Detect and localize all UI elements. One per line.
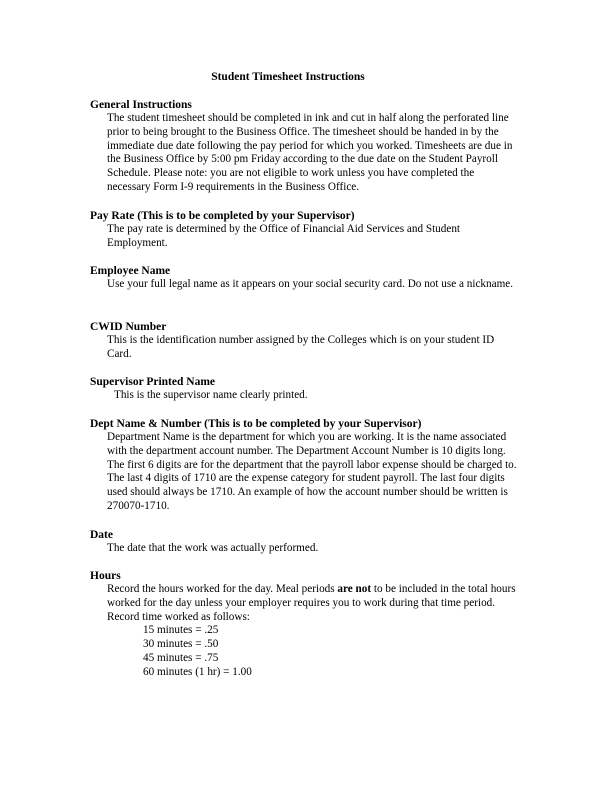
section-heading: Supervisor Printed Name bbox=[90, 376, 216, 388]
section-heading: General Instructions bbox=[90, 99, 192, 111]
section-heading: Hours bbox=[90, 570, 121, 582]
section-dept-name-number bbox=[90, 417, 520, 514]
section-body: Use your full legal name as it appears on your social security card. Do not use a nickname. bbox=[107, 278, 514, 290]
list-item: 45 minutes = .75 bbox=[143, 651, 219, 664]
section-body: This is the identification number assigned by the Colleges which is on your student ID Card. bbox=[107, 334, 495, 360]
section-body: This is the supervisor name clearly printed. bbox=[114, 389, 308, 401]
section-body: Department Name is the department for which you are working. It is the name associated with the department account number. The Department Account Number is 10 digits long. The first 6 digits are for the department that the payroll labor expense should be charged to. The last 4 digits of 1710 are the expense category for student payroll. The last four digits used should always be 1710. An example of how the account number should be written is 270070-1710. bbox=[107, 431, 517, 512]
section-date bbox=[90, 528, 520, 556]
time-conversion-list bbox=[143, 624, 520, 679]
hours-body-text: Record the hours worked for the day. Meal periods bbox=[107, 583, 338, 595]
section-body: The date that the work was actually performed. bbox=[107, 542, 319, 554]
section-heading: Pay Rate (This is to be completed by your Supervisor) bbox=[90, 210, 355, 222]
section-general-instructions bbox=[90, 98, 520, 195]
section-supervisor-printed-name bbox=[90, 375, 520, 403]
hours-body-text-continued: to be included in the total hours worked for the day unless your employer requires you to work during that time period. Record time worked as follows: bbox=[107, 583, 516, 623]
section-pay-rate bbox=[90, 209, 520, 251]
section-heading: Employee Name bbox=[90, 265, 171, 277]
section-body bbox=[107, 583, 517, 624]
list-item: 60 minutes (1 hr) = 1.00 bbox=[143, 665, 252, 678]
section-employee-name bbox=[90, 264, 520, 292]
page-title: Student Timesheet Instructions bbox=[211, 71, 365, 83]
section-hours bbox=[90, 569, 520, 680]
list-item: 30 minutes = .50 bbox=[143, 638, 219, 651]
section-body: The pay rate is determined by the Office of Financial Aid Services and Student Employment. bbox=[107, 223, 461, 249]
hours-body-emphasis: are not bbox=[337, 583, 372, 595]
section-heading: Date bbox=[90, 529, 113, 541]
list-item: 15 minutes = .25 bbox=[143, 624, 219, 637]
section-heading: CWID Number bbox=[90, 321, 167, 333]
section-cwid-number bbox=[90, 320, 520, 362]
section-body: The student timesheet should be completed in ink and cut in half along the perforated line prior to being brought to the Business Office. The timesheet should be handed in by the immediate due date following the pay period for which you worked. Timesheets are due in the Business Office by 5:00 pm Friday according to the due date on the Student Payroll Schedule. Please note: you are not eligible to work unless you have completed the necessary Form I-9 requirements in the Business Office. bbox=[107, 112, 513, 193]
section-heading: Dept Name & Number (This is to be completed by your Supervisor) bbox=[90, 418, 422, 430]
